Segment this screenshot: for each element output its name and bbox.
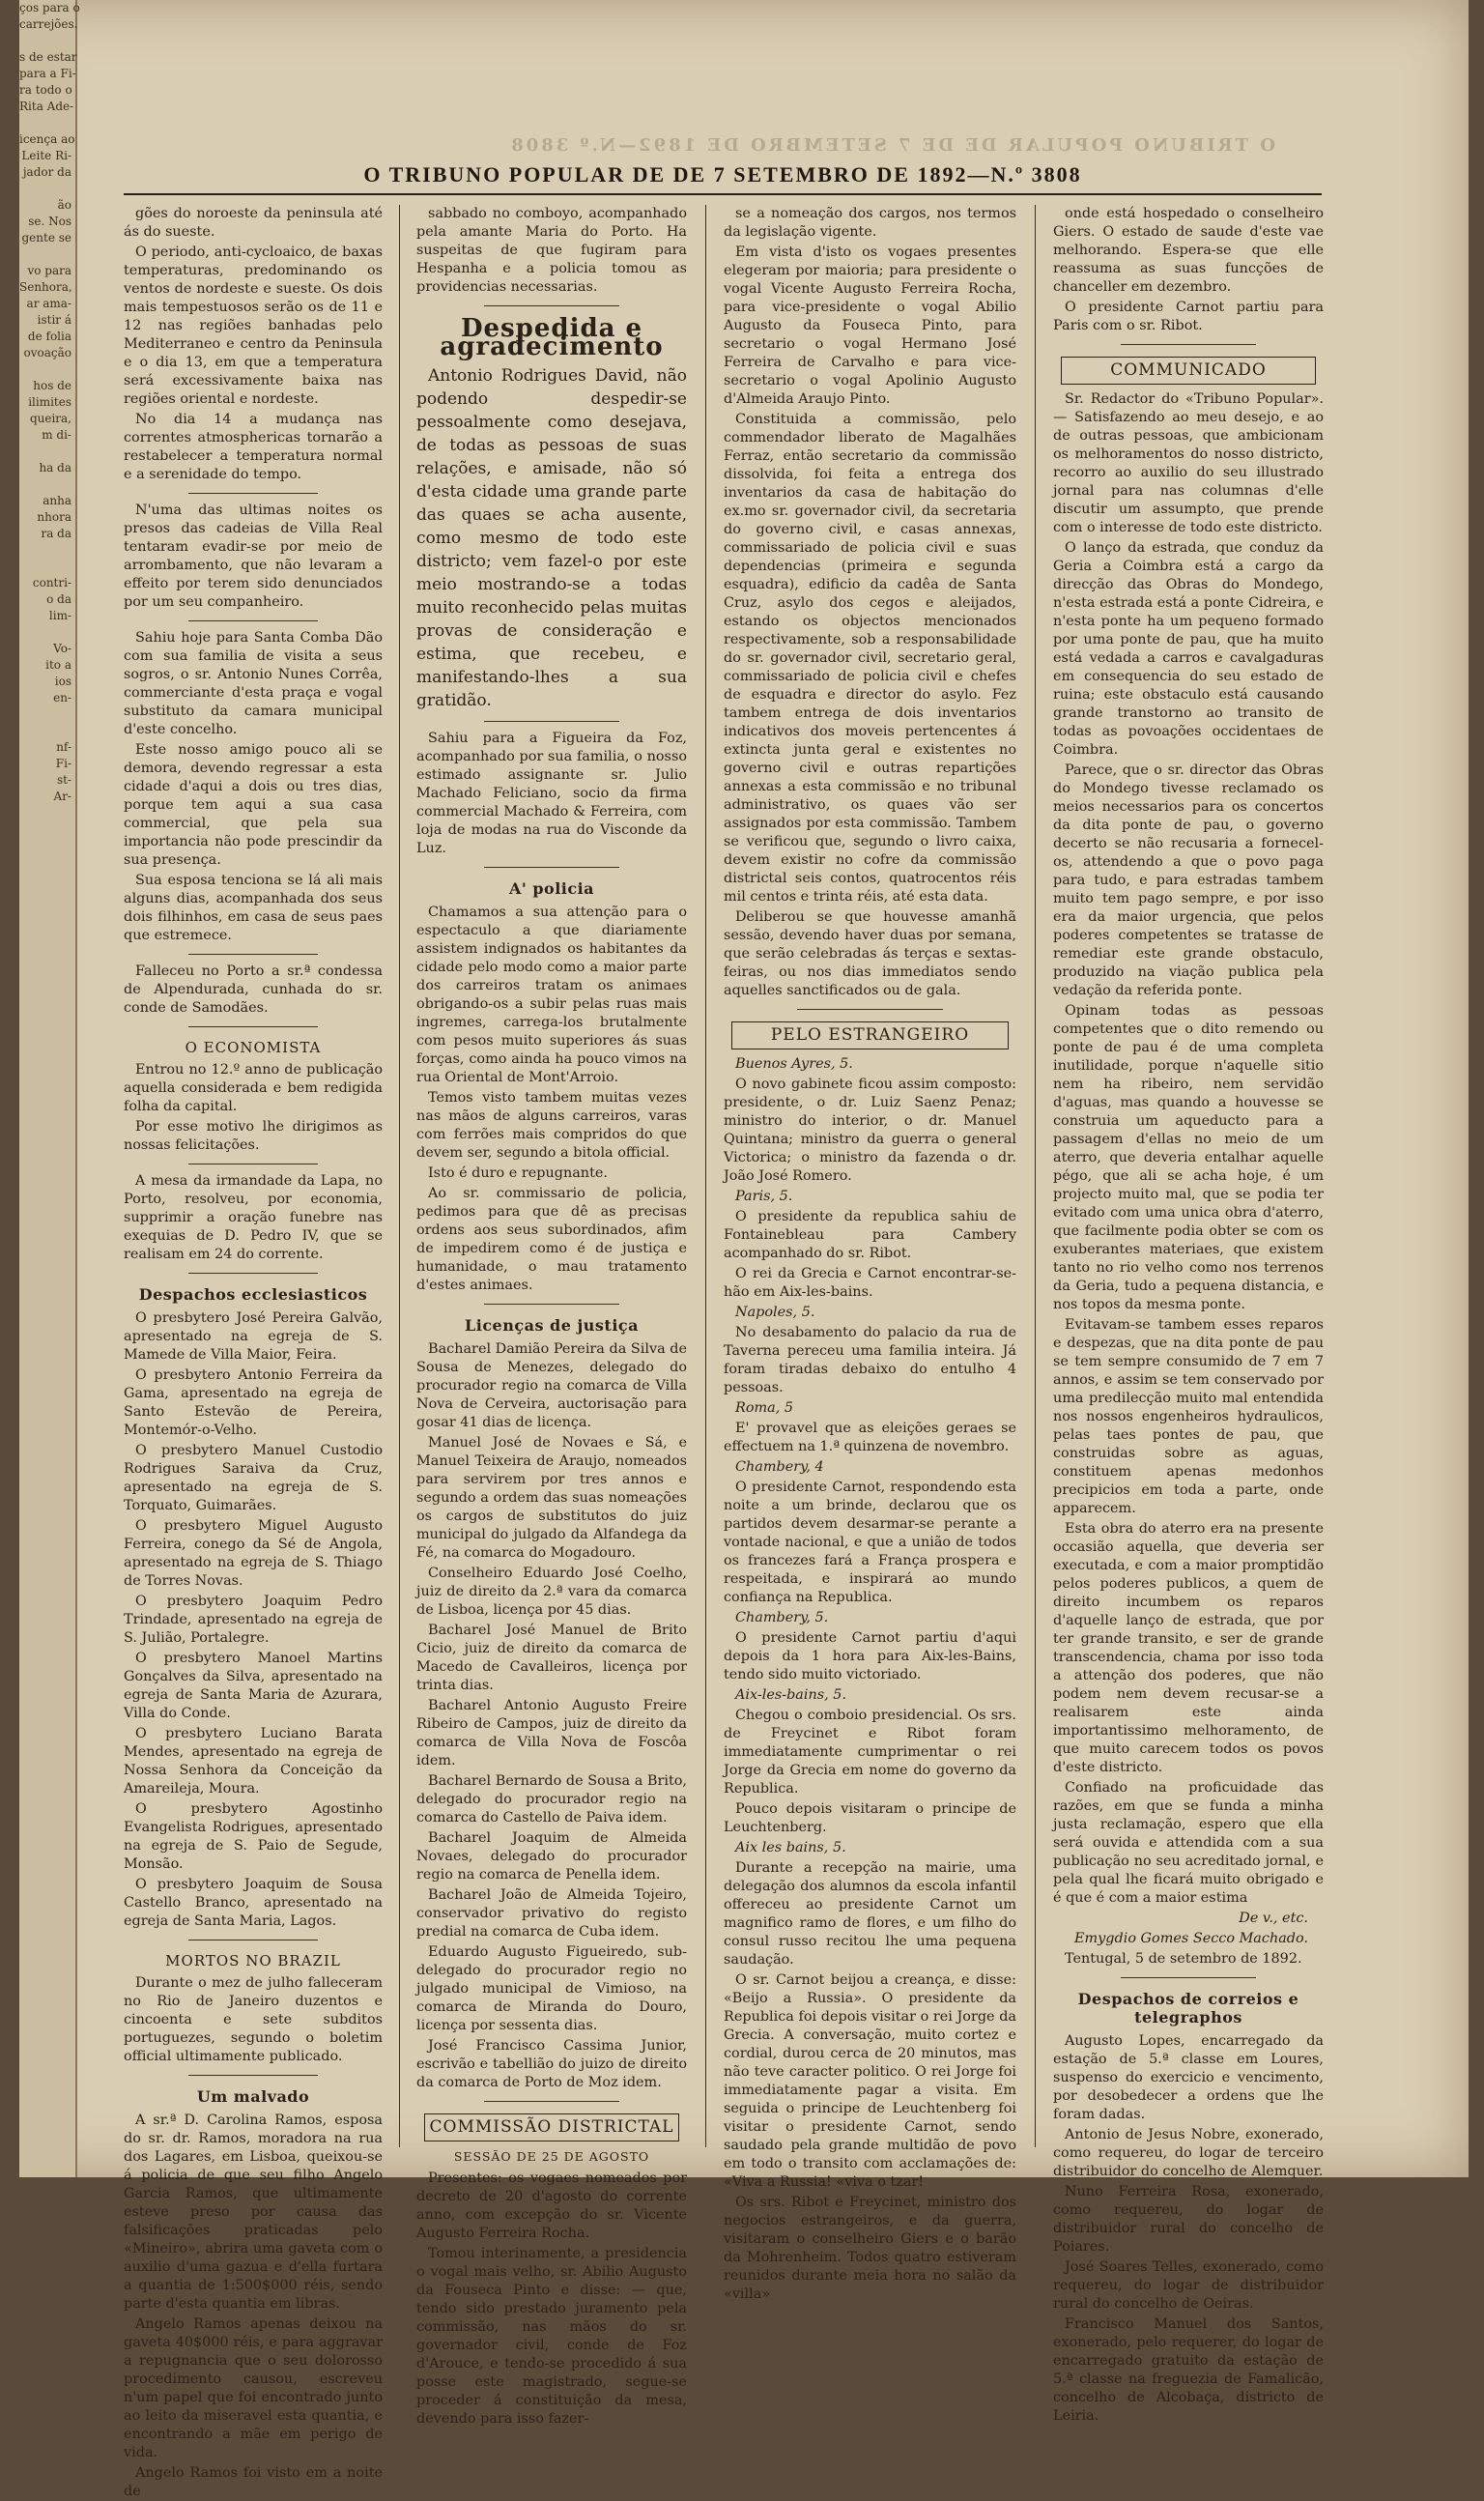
- small-caps-heading: O ECONOMISTA: [185, 1039, 322, 1056]
- signature: De v., etc.: [1239, 1911, 1308, 1926]
- previous-page-line: [19, 542, 75, 559]
- previous-page-line: Fi-: [55, 757, 71, 770]
- separator-rule: [124, 949, 383, 959]
- paragraph: Angelo Ramos apenas deixou na gaveta 40$000 réis, e para aggravar a repugnancia que o seu dolorosso procedimento causou, escreveu n'um papel que foi encontrado junto ao leito da miseravel esta quantia, e encontrando a mãe em perigo de vida.: [124, 2316, 383, 2460]
- previous-page-line: ito a: [45, 658, 71, 672]
- previous-page-line: hos de: [33, 379, 71, 392]
- previous-page-line: [19, 476, 75, 493]
- paragraph: Deliberou se que houvesse amanhã sessão, devendo haver duas por semana, que serão celebradas ás terças e sextas-feiras, ou nos dias immediatos sendo aquelles sanctificados ou de gala.: [724, 909, 1016, 998]
- paragraph: O presbytero Antonio Ferreira da Gama, apresentado na egreja de Santo Estevão de Pereira, Montemór-o-Velho.: [124, 1367, 383, 1438]
- header-rule: [124, 193, 1322, 195]
- paragraph: O presbytero Agostinho Evangelista Rodrigues, apresentado na egreja de S. Paio de Segude, Monsão.: [124, 1801, 383, 1872]
- dateline: Chambery, 5.: [735, 1610, 829, 1625]
- previous-page-line: ços para o: [19, 1, 80, 14]
- separator-rule: [124, 2070, 383, 2080]
- paragraph: Francisco Manuel dos Santos, exonerado, pelo requerer, do logar de encarregado gratuito da estação de 5.ª classe na freguezia de Famalicão, concelho de Alcobaça, districto de Leiria.: [1053, 2316, 1324, 2424]
- notice-text: Antonio Rodrigues David, não podendo despedir-se pessoalmente como desejava, de todas as pessoas de suas relações, e amisade, não só d'esta cidade uma grande parte das quaes se acha ausente, como mesmo de todo este districto; vem fazel-o por este meio mostrando-se a todas muito reconhecido pelas muitas provas de consideração e estima, que recebeu, e manifestando-lhes a sua gratidão.: [416, 366, 687, 710]
- previous-page-line: contri-: [32, 576, 71, 589]
- dateline: Napoles, 5.: [735, 1305, 815, 1320]
- dateline: Aix les bains, 5.: [735, 1840, 846, 1855]
- paragraph: O novo gabinete ficou assim composto: presidente, o dr. Luiz Saenz Penaz; ministro do interior, o dr. Manuel Quintana; ministro da guerra o general Victorica; o ministro da fazenda o dr. João José Romero.: [724, 1077, 1016, 1184]
- dateline: Paris, 5.: [735, 1189, 793, 1204]
- column-1: [124, 205, 383, 2499]
- column-divider: [705, 205, 706, 2147]
- paragraph: No desabamento do palacio da rua de Taverna pereceu uma familia inteira. Já foram tiradas debaixo do entulho 4 pessoas.: [724, 1325, 1016, 1395]
- section-heading: A' policia: [508, 879, 595, 898]
- paragraph: Tentugal, 5 de setembro de 1892.: [1065, 1951, 1302, 1967]
- previous-page-line: para a Fi-: [19, 67, 76, 80]
- paragraph: O periodo, anti-cycloaico, de baxas temperaturas, predominando os ventos de nordeste e sueste. Os dois mais tempestuosos serão os de 11 e 12 nas regiões banhadas pelo Mediterraneo e centro da Peninsula e o dia 13, em que a temperatura será excessivamente baixa nas regiões oriental e nordeste.: [124, 244, 383, 407]
- previous-page-line: Leite Ri-: [21, 149, 71, 162]
- separator-rule: [1053, 339, 1324, 349]
- previous-page-line: [19, 115, 75, 131]
- paragraph: O presbytero Joaquim de Sousa Castello Branco, apresentado na egreja de Santa Maria, Lagos.: [124, 1877, 383, 1929]
- separator-rule: [1053, 1972, 1324, 1982]
- boxed-section-title: COMMUNICADO: [1061, 357, 1316, 385]
- separator-rule: [416, 1299, 687, 1308]
- previous-page-line: ios: [54, 675, 71, 688]
- paragraph: onde está hospedado o conselheiro Giers. O estado de saude d'este vae melhorando. Espera-se que elle reassuma as suas funcções de chanceller em dezembro.: [1053, 206, 1324, 295]
- previous-page-line: en-: [53, 691, 71, 704]
- separator-rule: [124, 1268, 383, 1278]
- section-heading: Despachos ecclesiasticos: [138, 1285, 368, 1304]
- paragraph: A mesa da irmandade da Lapa, no Porto, resolveu, por economia, supprimir a oração funebre nas exequias de D. Pedro IV, que se realisam em 24 do corrente.: [124, 1173, 383, 1262]
- separator-rule: [124, 1021, 383, 1031]
- paragraph: Este nosso amigo pouco ali se demora, devendo regressar a esta cidade d'aqui a dois ou tres dias, porque tem aqui a sua casa commercial, que pela sua importancia não pode prescindir da sua presença.: [124, 742, 383, 868]
- paragraph: José Soares Telles, exonerado, como requereu, do logar de distribuidor rural do concelho de Oeiras.: [1053, 2259, 1324, 2312]
- paragraph: Chegou o comboio presidencial. Os srs. de Freycinet e Ribot foram immediatamente cumprimentar o rei Jorge da Grecia em nome do governo da Republica.: [724, 1708, 1016, 1797]
- previous-page-line: jador da: [22, 165, 71, 179]
- previous-page-line: [19, 361, 75, 378]
- paragraph: E' provavel que as eleições geraes se effectuem na 1.ª quinzena de novembro.: [724, 1421, 1016, 1454]
- paragraph: Angelo Ramos foi visto em a noite de: [124, 2465, 383, 2499]
- paragraph: gões do noroeste da peninsula até ás do sueste.: [124, 206, 383, 240]
- paragraph: O presbytero Joaquim Pedro Trindade, apresentado na egreja de S. Julião, Portalegre.: [124, 1594, 383, 1646]
- section-heading: Despachos de correios e telegraphos: [1077, 1990, 1299, 2027]
- paragraph: Durante a recepção na mairie, uma delegação dos alumnos da escola infantil offereceu ao presidente Carnot um magnifico ramo de flores, e um filho do consul russo recitou lhe uma pequena saudação.: [724, 1860, 1016, 1968]
- paragraph: Conselheiro Eduardo José Coelho, juiz de direito da 2.ª vara da comarca de Lisboa, licença por 45 dias.: [416, 1566, 687, 1618]
- paragraph: Chamamos a sua attenção para o espectaculo a que diariamente assistem indignados os habitantes da cidade pelo modo como a maior parte dos carreiros tratam os animaes obrigando-os a subir pelas ruas mais ingremes, carrega-los brutalmente com pesos muito superiores ás suas forças, como ainda ha pouco vimos na rua Oriental de Mont'Arroio.: [416, 905, 687, 1085]
- paragraph: O lanço da estrada, que conduz da Geria a Coimbra está a cargo da direcção das Obras do Mondego, n'esta estrada está a ponte Cidreira, e n'esta ponte ha um pequeno formado por uma ponte de pau, que ha muito está vedada a carros e cavalgaduras em consequencia do seu estado de ruina; este obstaculo está causando grande transtorno ao transito de todas as povoações occidentaes de Coimbra.: [1053, 540, 1324, 758]
- paragraph: Bacharel Joaquim de Almeida Novaes, delegado do procurador regio na comarca de Penella idem.: [416, 1830, 687, 1883]
- separator-rule: [416, 716, 687, 726]
- paragraph: Sua esposa tenciona se lá ali mais alguns dias, acompanhada dos seus dois filhinhos, em casa de seus paes que estremece.: [124, 873, 383, 943]
- previous-page-line: Ar-: [53, 790, 71, 803]
- paragraph: Parece, que o sr. director das Obras do Mondego tivesse reclamado os meios necessarios para os concertos da dita ponte de pau, o governo decerto se não recusaria a fornecel-os, attendendo a que o povo paga para tudo, e para estradas tambem muito tem pago sempre, e por isso era da maior urgencia, que pelos poderes competentes se tratasse de remediar este grande obstaculo, produzido na viação publica pela vedação da referida ponte.: [1053, 762, 1324, 998]
- paragraph: O presbytero José Pereira Galvão, apresentado na egreja de S. Mamede de Villa Maior, Feira.: [124, 1310, 383, 1363]
- paragraph: Confiado na proficuidade das razões, em que se funda a minha justa reclamação, espero que ella será ouvida e attendida com a sua publicação no seu acreditado jornal, e pela qual lhe ficará muito obrigado e é que é com a maior estima: [1053, 1780, 1324, 1906]
- separator-rule: [724, 1004, 1016, 1014]
- paragraph: Pouco depois visitaram o principe de Leuchtenberg.: [724, 1801, 1016, 1835]
- dateline: Aix-les-bains, 5.: [735, 1687, 847, 1703]
- paragraph: sabbado no comboyo, acompanhado pela amante Maria do Porto. Ha suspeitas de que fugiram para Hespanha e a policia tomou as providencias necessarias.: [416, 206, 687, 295]
- separator-rule: [416, 301, 687, 310]
- mirrored-bleed-through-header: O TRIBUNO POPULAR DE DE 7 SETEMBRO DE 1892—N.º 3808: [508, 135, 1275, 156]
- boxed-section-title: PELO ESTRANGEIRO: [731, 1021, 1009, 1049]
- column-2: [416, 205, 687, 2427]
- previous-page-line: [19, 624, 75, 641]
- notice-title: Despedida e agradecimento: [440, 314, 664, 361]
- previous-page-line: queira,: [29, 412, 71, 425]
- paragraph: Ao sr. commissario de policia, pedimos para que dê as precisas ordens aos seus subordinados, afim de impedirem como é de justiça e humanidade, o mau tratamento d'estes animaes.: [416, 1186, 687, 1293]
- previous-page-line: s de estar: [19, 50, 77, 64]
- paragraph: Por esse motivo lhe dirigimos as nossas felicitações.: [124, 1119, 383, 1153]
- paragraph: Entrou no 12.º anno de publicação aquella considerada e bem redigida folha da capital.: [124, 1062, 383, 1114]
- paragraph: Isto é duro e repugnante.: [428, 1165, 608, 1181]
- previous-page-line: st-: [56, 773, 71, 787]
- previous-page-line: [19, 559, 75, 575]
- separator-rule: [416, 2096, 687, 2106]
- column-divider: [399, 205, 400, 2147]
- session-subtitle: SESSÃO DE 25 DE AGOSTO: [453, 2149, 650, 2164]
- paragraph: Bacharel Damião Pereira da Silva de Sousa de Menezes, delegado do procurador regio na comarca de Villa Nova de Cerveira, auctorisação para gosar 41 dias de licença.: [416, 1341, 687, 1430]
- previous-page-line: ilimites: [28, 395, 71, 409]
- paragraph: Augusto Lopes, encarregado da estação de 5.ª classe em Loures, suspenso do exercicio e vencimento, por desobedecer a ordens que lhe foram dadas.: [1053, 2033, 1324, 2122]
- dateline: Roma, 5: [735, 1400, 794, 1416]
- previous-page-line: nhora: [37, 510, 71, 524]
- previous-page-line: [19, 706, 75, 723]
- previous-page-line: carrejões.: [19, 17, 78, 31]
- previous-page-line: nf-: [56, 740, 71, 754]
- previous-page-line: istir á: [37, 313, 71, 327]
- dateline: Buenos Ayres, 5.: [735, 1056, 853, 1072]
- paragraph: O presidente Carnot partiu d'aqui depois da 1 hora para Aix-les-Bains, tendo sido muito victoriado.: [724, 1630, 1016, 1682]
- paragraph: Constituida a commissão, pelo commendador liberato de Magalhães Ferraz, então secretario da commissão dissolvida, foi feita a entrega dos inventarios da casa de habitação do ex.mo sr. governador civil, da secretaria do governo civil, e casas annexas, commissariado de policia civil e suas dependencias (primeira e segunda esquadra), edificio da cadêa de Santa Cruz, asylo dos cegos e aleijados, estando os objectos mencionados respectivamente, sob a responsabilidade do sr. governador civil, secretario geral, commissariado de policia civil e chefes de esquadra e director do asylo. Fez tambem entrega de dois inventarios indicativos dos moveis pertencentes á extincta junta geral e existentes no governo civil e outras repartições annexas a esta commissão e no tribunal administrativo, os quaes vão ser assignados por esta commissão. Tambem se verificou que, segundo o livro caixa, devem existir no cofre da commissão districtal seis contos, quatrocentos réis mil centos e trinta réis, até esta data.: [724, 412, 1016, 905]
- paragraph: Sahiu hoje para Santa Comba Dão com sua familia de visita a seus sogros, o sr. Antonio Nunes Corrêa, commerciante d'esta praça e vogal substituto da camara municipal d'este concelho.: [124, 630, 383, 737]
- paragraph: Falleceu no Porto a sr.ª condessa de Alpendurada, cunhada do sr. conde de Samodães.: [124, 963, 383, 1016]
- paragraph: se a nomeação dos cargos, nos termos da legislação vigente.: [724, 206, 1016, 240]
- paragraph: Sahiu para a Figueira da Foz, acompanhado por sua familia, o nosso estimado assignante sr. Julio Machado Feliciano, socio da firma commercial Machado & Ferreira, com loja de modas na rua do Visconde da Luz.: [416, 731, 687, 856]
- previous-page-line: de folia: [27, 330, 71, 343]
- paragraph: José Francisco Cassima Junior, escrivão e tabellião do juizo de direito da comarca de Porto de Moz idem.: [416, 2038, 687, 2090]
- paragraph: O rei da Grecia e Carnot encontrar-se-hão em Aix-les-bains.: [724, 1266, 1016, 1300]
- previous-page-line: icença ao: [19, 132, 75, 146]
- paragraph: Evitavam-se tambem esses reparos e despezas, que na dita ponte de pau se tem sempre consumido de 7 em 7 annos, e assim se tem conservado por uma predilecção muito mal entendida nos nossos engenheiros hydraulicos, pelas taes pontes de pau, que construidas sobre as aguas, constituem apenas medonhos precipicios em toda a parte, onde apparecem.: [1053, 1317, 1324, 1516]
- paragraph: A sr.ª D. Carolina Ramos, esposa do sr. dr. Ramos, moradora na rua dos Lagares, em Lisboa, queixou-se á policia de que seu filho Angelo Garcia Ramos, que ultimamente esteve preso por causa das falsificações praticadas pelo «Mineiro», abrira uma gaveta com o auxilio d'uma gazua e d'ella furtara a quantia de 1:500$000 réis, sendo parte d'esta quantia em libras.: [124, 2113, 383, 2312]
- paragraph: Durante o mez de julho falleceram no Rio de Janeiro duzentos e cincoenta e sete subditos portuguezes, segundo o boletim official ultimamente publicado.: [124, 1975, 383, 2064]
- paragraph: O presbytero Manoel Martins Gonçalves da Silva, apresentado na egreja de Santa Maria de Azurara, Villa do Conde.: [124, 1651, 383, 1721]
- paragraph: Bacharel Bernardo de Sousa a Brito, delegado do procurador regio na comarca do Castello de Paiva idem.: [416, 1773, 687, 1825]
- previous-page-edge: [19, 0, 80, 2177]
- previous-page-line: [19, 181, 75, 197]
- separator-rule: [124, 616, 383, 625]
- paragraph: Manuel José de Novaes e Sá, e Manuel Teixeira de Araujo, nomeados para servirem por tres annos e segundo a ordem das suas nomeações os cargos de substitutos do juiz municipal do julgado da Alfandega da Fé, na comarca do Mogadouro.: [416, 1435, 687, 1561]
- previous-page-line: ra da: [41, 527, 71, 540]
- paragraph: Nuno Ferreira Rosa, exonerado, como requereu, do logar de distribuidor rural do concelho de Poiares.: [1053, 2184, 1324, 2255]
- section-heading: Licenças de justiça: [464, 1316, 639, 1335]
- previous-page-line: Senhora,: [19, 280, 72, 294]
- previous-page-line: [19, 33, 75, 49]
- previous-page-line: vo para: [27, 264, 71, 277]
- paragraph: O presidente Carnot partiu para Paris com o sr. Ribot.: [1053, 300, 1324, 333]
- paragraph: Tomou interinamente, a presidencia o vogal mais velho, sr. Abilio Augusto da Fouseca Pinto e disse: — que, tendo sido prestado juramento pela commissão, nas mãos do sr. governador civil, conde de Foz d'Arouce, e tendo-se procedido á sua posse este magistrado, segue-se proceder á constituição da mesa, devendo para isso fazer-: [416, 2246, 687, 2427]
- previous-page-line: ra todo o: [19, 83, 72, 97]
- paragraph: Eduardo Augusto Figueiredo, sub-delegado do procurador regio no julgado municipal de Vimioso, na comarca de Miranda do Douro, licença por sessenta dias.: [416, 1944, 687, 2033]
- paragraph: Em vista d'isto os vogaes presentes elegeram por maioria; para presidente o vogal Vicente Augusto Ferreira Rocha, para vice-presidente o vogal Abilio Augusto da Fouseca Pinto, para secretario o vogal Hermano José Ferreira de Carvalho e para vice-secretario o vogal Apolinio Augusto d'Almeida Araujo Pinto.: [724, 244, 1016, 407]
- section-heading: Um malvado: [196, 2087, 310, 2106]
- paragraph: Sr. Redactor do «Tribuno Popular». — Satisfazendo ao meu desejo, e ao de outras pessoas, que ambicionam os melhoramentos do nosso districto, recorro ao auxilio do seu illustrado jornal para nas columnas d'elle discutir um assumpto, que prende com o interesse de todo este districto.: [1053, 391, 1324, 535]
- paragraph: No dia 14 a mudança nas correntes atmosphericas tornarão a restabelecer a temperatura normal e a serenidade do tempo.: [124, 412, 383, 482]
- previous-page-line: ha da: [39, 461, 71, 474]
- paragraph: O presbytero Manuel Custodio Rodrigues Saraiva da Cruz, apresentado na egreja de S. Torquato, Guimarães.: [124, 1443, 383, 1513]
- column-divider: [1035, 205, 1036, 2147]
- dateline: Chambery, 4: [735, 1459, 824, 1475]
- previous-page-line: o da: [46, 592, 71, 606]
- paragraph: Os srs. Ribot e Freycinet, ministro dos negocios estrangeiros, e da guerra, visitaram o conselheiro Giers e o barão da Mohrenheim. Todos quatro estiveram reunidos durante meia hora no salão da «villa»: [724, 2195, 1016, 2302]
- signature: Emygdio Gomes Secco Machado.: [1074, 1931, 1308, 1946]
- paragraph: Bacharel José Manuel de Brito Cicio, juiz de direito da comarca de Macedo de Cavalleiros, licença por trinta dias.: [416, 1623, 687, 1693]
- previous-page-line: [19, 246, 75, 263]
- column-4: [1053, 205, 1324, 2424]
- newspaper-page: [19, 0, 1469, 2499]
- paragraph: O sr. Carnot beijou a creança, e disse: «Beijo a Russia». O presidente da Republica foi depois visitar o rei Jorge da Grecia. A conversação, muito cortez e cordial, durou cerca de 20 minutos, mas não teve caracter politico. O rei Jorge foi immediatamente pagar a visita. Em seguida o principe de Leuchtenberg foi visitar o presidente Carnot, sendo saudado pela grande multidão de povo em todo o transito com acclamações de: «Viva a Russia! «viva o tzar!: [724, 1972, 1016, 2190]
- column-3: [724, 205, 1016, 2302]
- paragraph: Bacharel João de Almeida Tojeiro, conservador privativo do registo predial na comarca de Cuba idem.: [416, 1887, 687, 1940]
- paragraph: O presidente da republica sahiu de Fontainebleau para Cambery acompanhado do sr. Ribot.: [724, 1209, 1016, 1261]
- paragraph: Opinam todas as pessoas competentes que o dito remendo ou ponte de pau é de uma completa inutilidade, porque n'aquelle sitio nem ha ribeiro, nem servidão d'aguas, mas quando a houvesse se construia um aqueducto para a passagem d'ellas no meio de um aterro, que deveria entalhar aquelle pégo, que ali se acha hoje, é um projecto muito mal, que se podia ter evitado com uma unica obra d'aterro, que facilmente podia obter se com os exuberantes materiaes, que existem tanto no rio velho como nos terrenos da Geria, tudo a pequena distancia, e nos topos da mesma ponte.: [1053, 1003, 1324, 1312]
- paragraph: Presentes: os vogaes nomeados por decreto de 20 d'agosto do corrente anno, com excepção do sr. Vicente Augusto Ferreira Rocha.: [416, 2170, 687, 2241]
- paragraph: N'uma das ultimas noites os presos das cadeias de Villa Real tentaram evadir-se por meio de arrombamento, que não levaram a effeito por terem sido denunciados por um seu companheiro.: [124, 503, 383, 610]
- paragraph: Antonio de Jesus Nobre, exonerado, como requereu, do logar de terceiro distribuidor do concelho de Alemquer.: [1053, 2127, 1324, 2179]
- previous-page-line: se. Nos: [28, 215, 71, 228]
- separator-rule: [124, 1935, 383, 1944]
- columns: [124, 205, 1324, 2499]
- boxed-section-title: COMMISSÃO DISTRICTAL: [424, 2113, 679, 2142]
- previous-page-line: gente se: [21, 231, 71, 244]
- previous-page-line: m di-: [42, 428, 71, 442]
- previous-page-line: ão: [57, 198, 71, 212]
- paragraph: Bacharel Antonio Augusto Freire Ribeiro de Campos, juiz de direito da comarca de Villa Nova de Foscôa idem.: [416, 1698, 687, 1768]
- previous-page-line: lim-: [48, 609, 71, 622]
- previous-page-line: Vo-: [53, 642, 71, 655]
- previous-page-line: [19, 444, 75, 460]
- previous-page-line: Rita Ade-: [19, 100, 74, 113]
- small-caps-heading: MORTOS NO BRAZIL: [165, 1952, 341, 1969]
- previous-page-line: ovoação: [23, 346, 71, 359]
- previous-page-line: anha: [43, 494, 71, 507]
- separator-rule: [124, 488, 383, 498]
- previous-page-line: [19, 723, 75, 739]
- separator-rule: [124, 1159, 383, 1168]
- paragraph: Esta obra do aterro era na presente occasião aquella, que deveria ser executada, e com a maior promptidão pelos poderes publicos, a quem de direito incumbem os reparos d'aquelle lanço de estrada, que por ter grande transito, e ser de grande transcendencia, chama por isso toda a attenção dos poderes, que não podem nem devem recusar-se a realisarem este ainda importantissimo melhoramento, de que muito carecem todos os povos d'este districto.: [1053, 1521, 1324, 1775]
- separator-rule: [416, 862, 687, 872]
- page-header: O TRIBUNO POPULAR DE DE 7 SETEMBRO DE 1892—N.º 3808: [363, 162, 1082, 187]
- paragraph: Temos visto tambem muitas vezes nas mãos de alguns carreiros, varas com ferrões mais compridos do que devem ser, segundo a bitola official.: [416, 1090, 687, 1161]
- previous-page-line: ar ama-: [26, 297, 71, 310]
- paragraph: O presidente Carnot, respondendo esta noite a um brinde, declarou que os partidos devem desarmar-se perante a vontade nacional, e que a união de todos os francezes fará a França prospera e respeitada, e inspirará ao mundo confiança na Republica.: [724, 1480, 1016, 1605]
- paragraph: O presbytero Miguel Augusto Ferreira, conego da Sé de Angola, apresentado na egreja de S. Thiago de Torres Novas.: [124, 1518, 383, 1589]
- paragraph: O presbytero Luciano Barata Mendes, apresentado na egreja de Nossa Senhora da Conceição da Amareileja, Moura.: [124, 1726, 383, 1797]
